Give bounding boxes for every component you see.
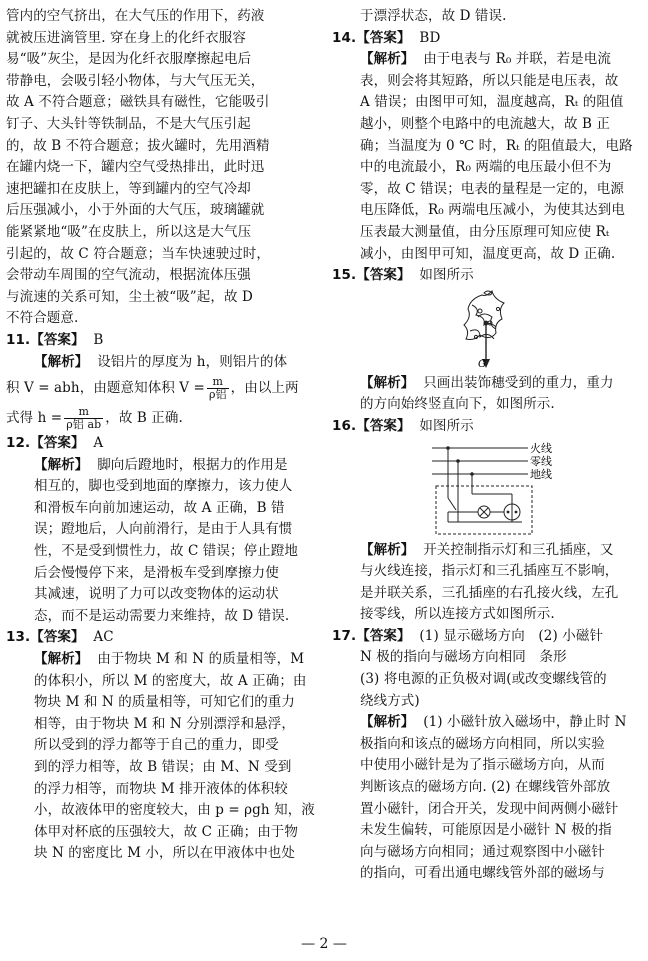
answer-value: A [93, 435, 104, 452]
question-11 [6, 330, 324, 433]
household-circuit-diagram [332, 438, 642, 540]
gravity-label: G [478, 358, 486, 370]
text-line: 其减速，说明了力可以改变物体的运动状 [34, 586, 279, 603]
text-line: ，故 B 正确. [105, 410, 183, 427]
fraction-numerator: m [64, 406, 103, 419]
text-line: 块 N 的密度比 M 小，所以在甲液体中也处 [34, 845, 295, 862]
analysis-tag: 【解析】 [34, 456, 89, 473]
answer-value: B [93, 331, 104, 348]
text-line: 压表最大测量值，由分压原理可知应使 Rₜ [360, 223, 610, 240]
text-line: 是并联关系，三孔插座的右孔接火线，左孔 [360, 584, 619, 601]
question-16 [332, 416, 642, 626]
text-line: 越小，则整个电路中的电流越大，故 B 正 [360, 115, 611, 132]
answer-value: (1) 显示磁场方向 (2) 小磁针 [419, 627, 604, 644]
page-number: — 2 — [301, 936, 347, 952]
socket-hole [515, 510, 518, 513]
text-line: 钉子、大头针等铁制品，不是大气压引起 [6, 115, 251, 132]
question-number: 15. [332, 267, 357, 284]
question-17 [332, 626, 642, 885]
analysis-tag: 【解析】 [360, 714, 415, 731]
text-line: 到的浮力相等，故 B 错误；由 M、N 受到 [34, 759, 292, 775]
answer-tag: 【答案】 [30, 435, 85, 452]
text-line: A 错误；由图甲可知，温度越高，Rₜ 的阻值 [360, 94, 624, 111]
text-line: 和滑板车向前加速运动，故 A 正确，B 错 [34, 499, 285, 516]
fraction [64, 406, 103, 431]
question-number: 13. [6, 629, 31, 646]
socket-hole [507, 510, 510, 513]
text-line: 能紧紧地“吸”在皮肤上，所以这是大气压 [6, 223, 252, 240]
text-line: 误；蹬地后，人向前滑行，是由于人具有惯 [34, 521, 293, 538]
question-13 [6, 627, 324, 865]
live-wire-label: 火线 [530, 441, 552, 455]
question-number: 14. [332, 29, 357, 46]
switch-icon [448, 498, 456, 510]
text-line: 极指向和该点的磁场方向相同，所以实验 [360, 735, 605, 752]
text-line: 向与磁场方向相同；通过观察图中小磁针 [360, 843, 605, 860]
text-line: 物块 M 和 N 的质量相等，可知它们的重力 [34, 694, 295, 711]
answer-line: 绕线方式) [360, 692, 420, 709]
text-line: 电压降低，R₀ 两端电压减小，为使其达到电 [360, 202, 625, 219]
text-line: 速把罐扣在皮肤上，等到罐内的空气冷却 [6, 180, 251, 197]
text-line: 脚向后蹬地时，根据力的作用是 [97, 456, 288, 473]
junction-dot [446, 446, 450, 450]
question-number: 11. [6, 331, 31, 348]
text-line: 相等，由于物块 M 和 N 分别漂浮和悬浮， [34, 715, 295, 732]
q10-continuation [6, 6, 324, 330]
answer-tag: 【答案】 [356, 417, 411, 434]
text-line: 确；当温度为 0 ℃ 时，Rₜ 的阻值最大，电路 [360, 137, 633, 154]
text-line: 引起的，故 C 符合题意；当车快速驶过时， [6, 245, 271, 262]
text-line: 式得 h = [6, 410, 63, 427]
text-line: 由于物块 M 和 N 的质量相等，M [97, 651, 305, 668]
text-line: 所以受到的浮力都等于自己的重力，即受 [34, 737, 279, 754]
right-column [332, 6, 642, 885]
text-line: 积 V = abh，由题意知体积 V = [6, 380, 205, 397]
text-line: (1) 小磁针放入磁场中，静止时 N [423, 714, 627, 731]
text-line: 会带动车周围的空气流动，根据流体压强 [6, 267, 251, 284]
text-line: 表，则会将其短路，所以只能是电压表，故 [360, 72, 619, 89]
text-line: 判断该点的磁场方向. (2) 在螺线管外部放 [360, 779, 611, 796]
text-line: 的体积小，所以 M 的密度大，故 A 正确；由 [34, 672, 307, 689]
fraction-denominator: ρ铝 [208, 388, 227, 402]
fraction-numerator: m [207, 376, 229, 389]
text-line: 后会慢慢停下来，是滑板车受到摩擦力使 [34, 564, 279, 581]
text-line: 未发生偏转，可能原因是小磁针 N 极的指 [360, 822, 612, 839]
neutral-wire-label: 零线 [530, 454, 552, 468]
text-line: 体甲对杯底的压强较大，故 C 正确；由于物 [34, 823, 299, 840]
analysis-tag: 【解析】 [34, 651, 89, 668]
text-line: 置小磁针，闭合开关，发现中间两侧小磁针 [360, 800, 619, 817]
answer-value: 如图所示 [419, 417, 474, 434]
text-line: 性，不是受到惯性力，故 C 错误；停止蹬地 [34, 543, 299, 560]
text-line: 带静电，会吸引轻小物体，与大气压无关， [6, 72, 265, 89]
text-line: 的指向，可看出通电螺线管外部的磁场与 [360, 865, 605, 882]
text-line: 后压强减小，小于外面的大气压，玻璃罐就 [6, 202, 265, 219]
junction-dot [456, 459, 460, 463]
text-line: 只画出装饰穗受到的重力，重力 [423, 374, 614, 391]
analysis-tag: 【解析】 [360, 541, 415, 558]
analysis-tag: 【解析】 [360, 51, 415, 68]
text-line: 与火线连接，指示灯和三孔插座互不影响， [360, 563, 619, 580]
text-line: 中使用小磁针是为了指示磁场方向，从而 [360, 757, 605, 774]
question-15 [332, 265, 642, 416]
fraction [207, 376, 229, 401]
text-line: 开关控制指示灯和三孔插座，又 [423, 541, 614, 558]
tassel-gravity-figure [332, 287, 642, 373]
dashed-box [436, 486, 532, 534]
answer-tag: 【答案】 [356, 627, 411, 644]
answer-tag: 【答案】 [356, 267, 411, 284]
text-line: 就被压进滴管里. 穿在身上的化纤衣服容 [6, 29, 246, 46]
answer-value: AC [93, 629, 114, 646]
text-line: 在罐内烧一下，罐内空气受热排出，此时迅 [6, 159, 265, 176]
answer-tag: 【答案】 [30, 331, 85, 348]
text-line: ，由以上两 [230, 380, 299, 397]
ground-wire-label: 地线 [530, 467, 552, 481]
fraction-denominator: ρ铝 ab [66, 418, 102, 432]
answer-line: (3) 将电源的正负极对调(或改变螺线管的 [360, 671, 607, 688]
question-12 [6, 433, 324, 627]
question-number: 12. [6, 435, 31, 452]
question-14 [332, 28, 642, 266]
text-line: 不符合题意. [6, 310, 79, 327]
answer-value: 如图所示 [419, 267, 474, 284]
text-line: 小，故液体甲的密度较大，由 p = ρgh 知，液 [34, 802, 315, 819]
text-line: 态，而不是运动需要力来维持，故 D 错误. [34, 607, 290, 624]
answer-value: BD [419, 29, 441, 46]
answer-line: N 极的指向与磁场方向相同 条形 [360, 649, 567, 666]
tassel-ornament [464, 291, 504, 340]
text-line: 于漂浮状态，故 D 错误. [360, 8, 507, 24]
analysis-tag: 【解析】 [360, 374, 415, 391]
text-line: 减小，由图甲可知，温度更高，故 D 正确. [360, 245, 616, 262]
text-line: 与流速的关系可知，尘土被“吸”起，故 D [6, 288, 253, 305]
question-number: 16. [332, 417, 357, 434]
text-line: 接零线，所以连接方式如图所示. [360, 606, 555, 623]
text-line: 由于电表与 R₀ 并联，若是电流 [423, 51, 611, 68]
text-line: 设铝片的厚度为 h，则铝片的体 [97, 353, 288, 370]
circuit-figure [332, 438, 642, 540]
junction-dot [470, 472, 474, 476]
text-line: 的，故 B 不符合题意；拔火罐时，先用酒精 [6, 137, 270, 154]
question-number: 17. [332, 627, 357, 644]
text-line: 故 A 不符合题意；磁铁具有磁性，它能吸引 [6, 94, 270, 111]
tassel-gravity-diagram [332, 287, 642, 373]
text-line: 管内的空气挤出，在大气压的作用下，药液 [6, 8, 265, 24]
text-line: 中的电流最小，R₀ 两端的电压最小但不为 [360, 159, 612, 176]
answer-tag: 【答案】 [30, 629, 85, 646]
left-column [6, 6, 324, 865]
analysis-tag: 【解析】 [34, 353, 89, 370]
answer-tag: 【答案】 [356, 29, 411, 46]
text-line: 相互的，脚也受到地面的摩擦力，该力使人 [34, 478, 293, 495]
text-line: 的浮力相等，而物块 M 排开液体的体积较 [34, 780, 288, 797]
text-line: 零，故 C 错误；电表的量程是一定的，电源 [360, 180, 625, 197]
text-line: 的方向始终竖直向下，如图所示. [360, 396, 555, 413]
text-line: 易“吸”灰尘，是因为化纤衣服摩擦起电后 [6, 51, 252, 68]
